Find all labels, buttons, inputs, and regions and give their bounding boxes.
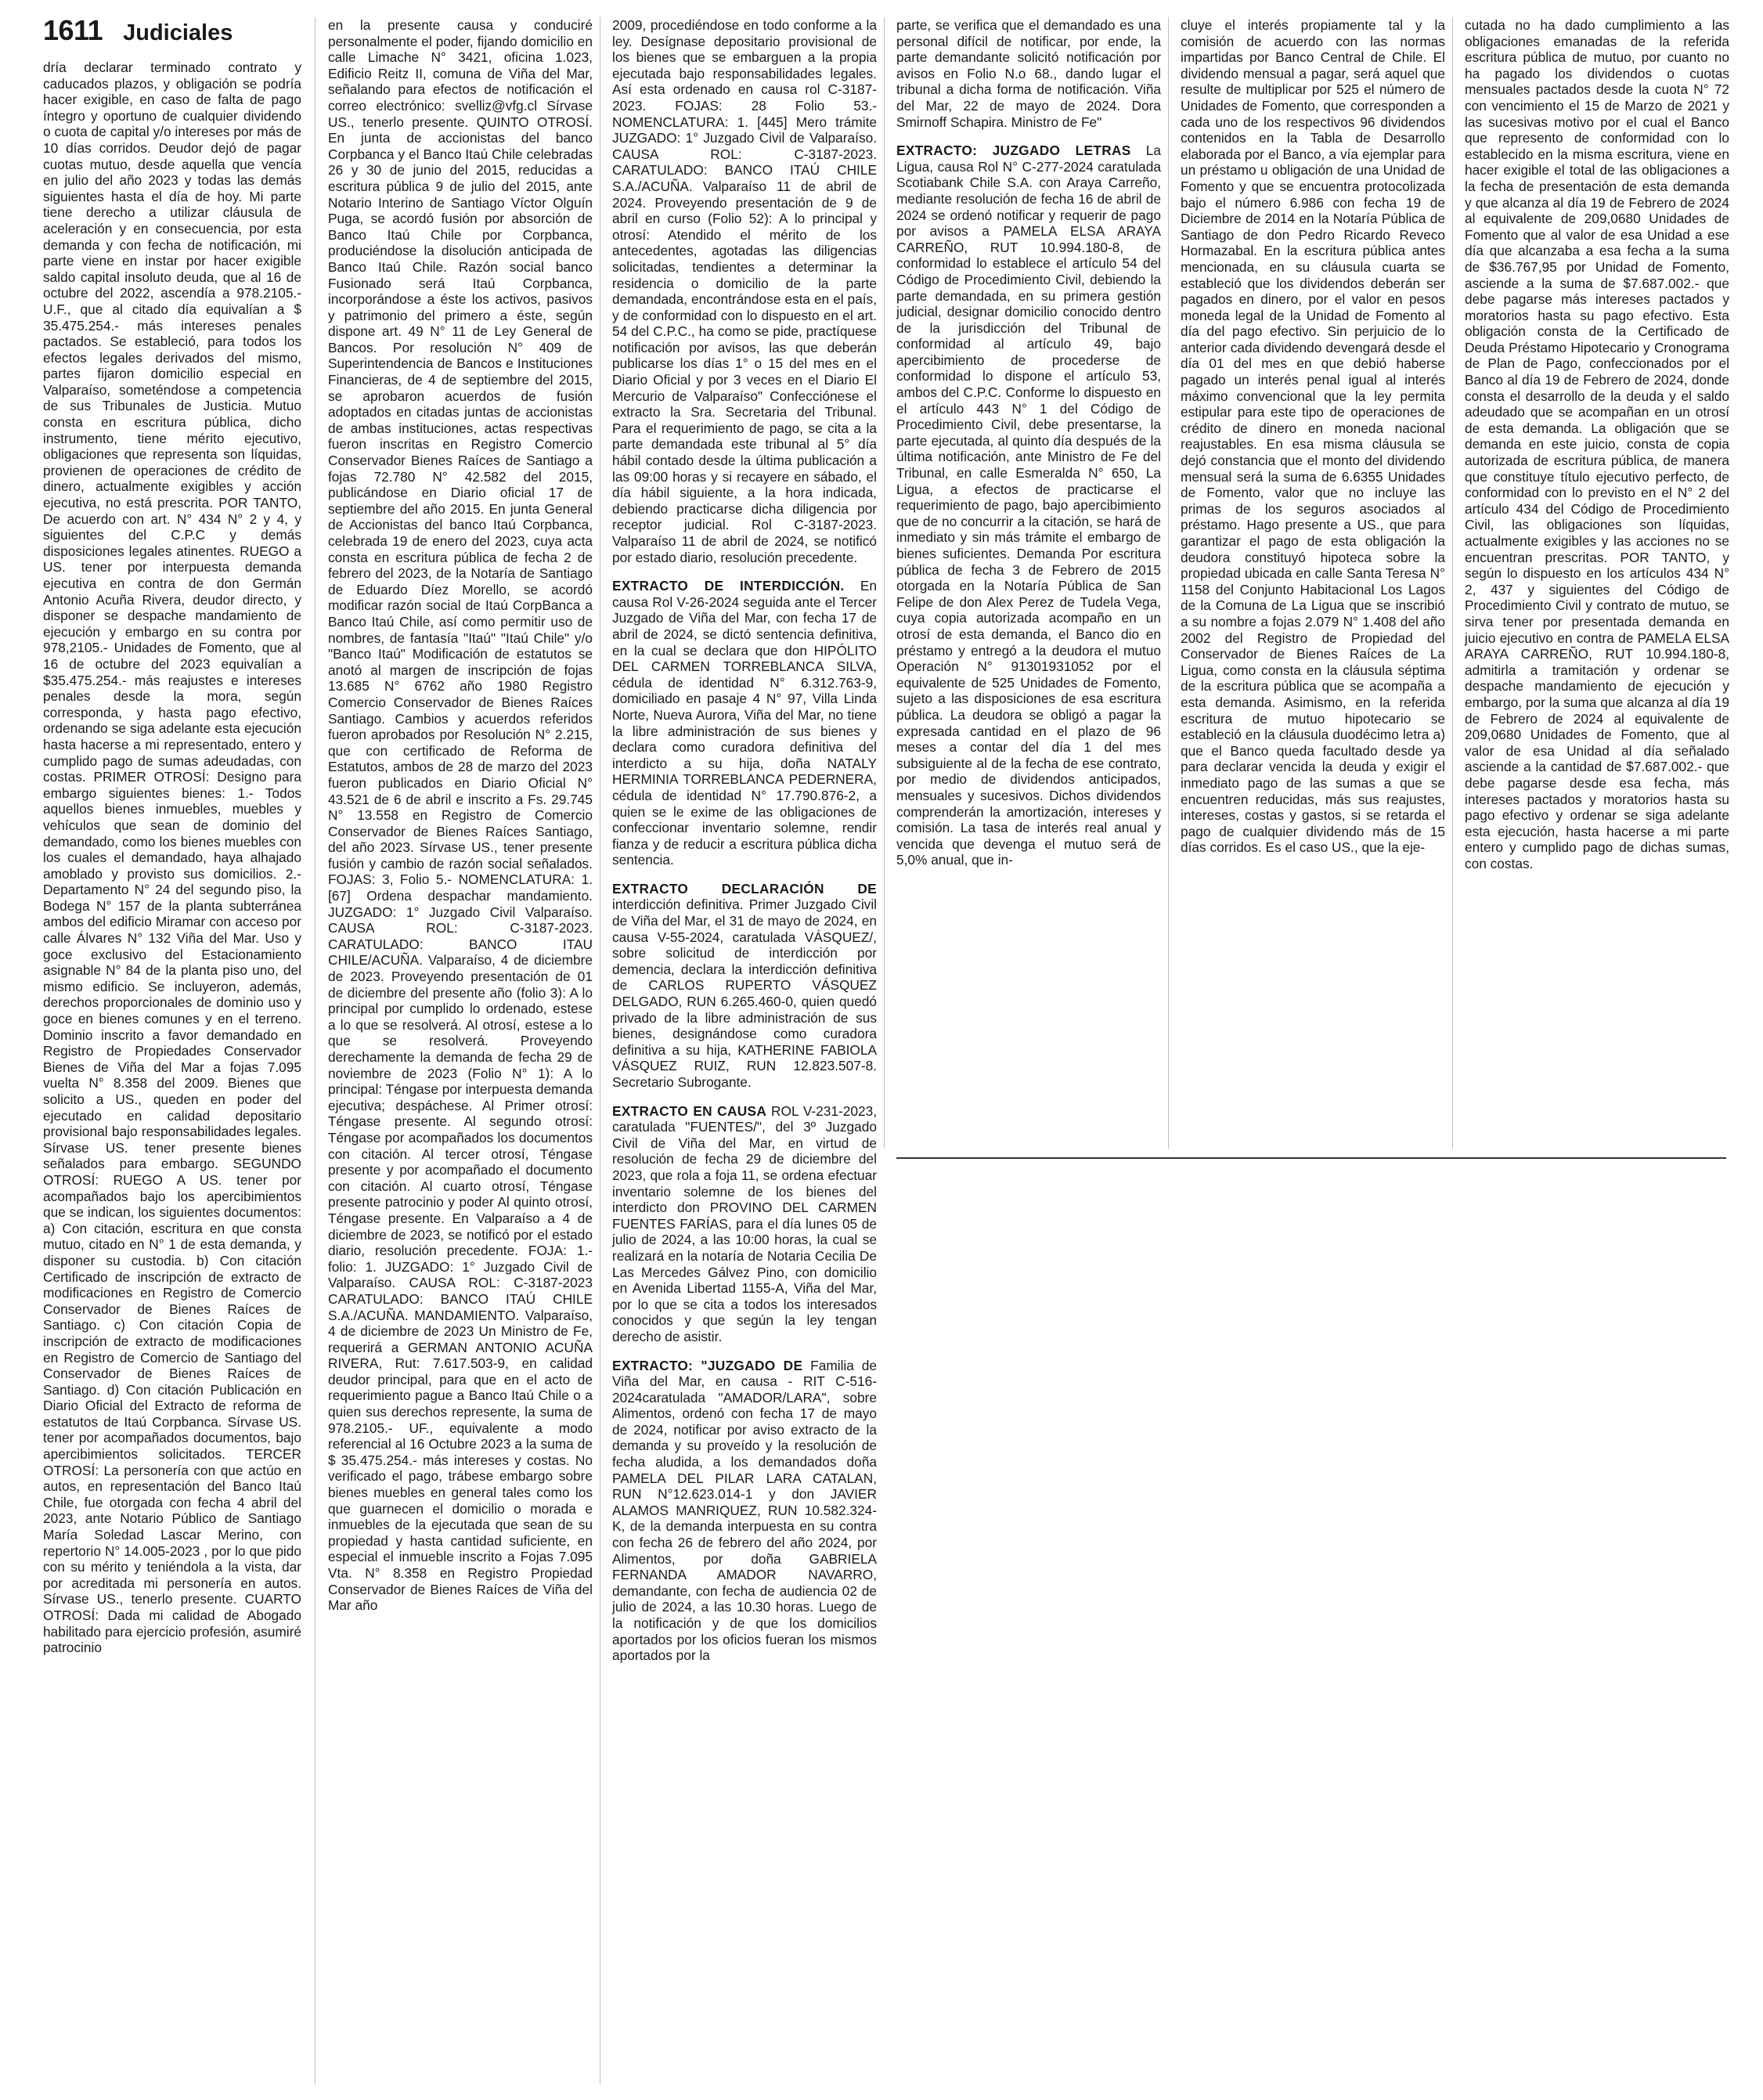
paragraph: 2009, procediéndose en todo conforme a la ley. Desígnase depositario provisional de los bienes que se embarguen a la propia ejecutada bajo responsabilidades legales. Así esta ordenado en causa rol C-3187-2023. FOJAS: 28 Folio 53.- NOMENCLATURA: 1. [445] Mero trámite JUZGADO: 1° Juzgado Civil de Valparaíso. CAUSA ROL: C-3187-2023. CARATULADO: BANCO ITAÚ CHILE S.A./ACUÑA. Valparaíso 11 de abril de 2024. Proveyendo presentación de 9 de abril en curso (Folio 52): A lo principal y otrosí: Atendido el mérito de los antecedentes, agotadas las diligencias solicitadas, tendientes a determinar la residencia o domicilio de la parte demandada, encontrándose esta en el país, y de conformidad con lo dispuesto en el art. 54 del C.P.C., ha como se pide, practíquese notificación por avisos, las que deberán publicarse los días 1° o 15 del mes en el Diario Oficial y por 3 veces en el Diario El Mercurio de Valparaíso" Confecciónese el extracto la Sra. Secretaria del Tribunal. Para el requerimiento de pago, se cita a la parte demandada este tribunal al 5° día hábil contado desde la última publicación a las 09:00 horas y si recayere en sábado, el día hábil siguiente, a la hora indicada, debiendo practicarse dicha diligencia por receptor judicial. Rol C-3187-2023. Valparaíso 11 de abril de 2024, se notificó por estado diario, resolución precedente. xyxy=(612,17,877,565)
column-divider xyxy=(1452,17,1453,1149)
column-text: dría declarar terminado contrato y caducados plazos, y obligación se podría hacer exigible, en caso de falta de pago íntegro y oportuno de cualquier dividendo o cuota de capital y/o intereses por más de 10 días corridos. Deudor dejó de pagar cuotas mutuo, desde aquella que vencía en julio del año 2023 y todas las demás siguientes hasta el día de hoy. Mi parte tiene derecho a utilizar cláusula de aceleración y en consecuencia, por esta demanda y con fecha de notificación, mi parte viene en instar por hacer exigible saldo capital insoluto deuda, que al 16 de octubre del 2022, ascendía a 978.2105.- U.F., que al citado día equivalían a $ 35.475.254.- más intereses penales pactados. Se estableció, para todos los efectos legales derivados del mismo, partes fijaron domicilio especial en Valparaíso, someténdose a competencia de sus Tribunales de Justicia. Mutuo consta en escritura pública, dicho instrumento, tiene mérito ejecutivo, obligaciones que representa son líquidas, provienen de operaciones de crédito de dinero, actualmente exigibles y acción ejecutiva, no está prescrita. POR TANTO, De acuerdo con art. N° 434 N° 2 y 4, y siguientes del C.P.C y demás disposiciones legales atinentes. RUEGO a US. tener por interpuesta demanda ejecutiva en contra de don Germán Antonio Acuña Rivera, deudor directo, y disponer se despache mandamiento de ejecución y embargo en su contra por 978,2105.- Unidades de Fomento, que al 16 de octubre del 2023 equivalían a $35.475.254.- más reajustes e intereses penales desde la mora, según corresponda, y hasta pago efectivo, ordenando se siga adelante esta ejecución hasta hacerse a mi representado, entero y cumplido pago de sumas adeudadas, con costas. PRIMER OTROSÍ: Designo para embargo siguientes bienes: 1.- Todos aquellos bienes inmuebles, muebles y vehículos que sean de dominio del demandado, como los bienes muebles con los cuales el demandado, haya alhajado amoblado y provisto sus domicilios. 2.- Departamento N° 24 del segundo piso, la Bodega N° 157 de la planta subterránea ambos del edificio Miramar con acceso por calle Álvares N° 132 Viña del Mar. Uso y goce exclusivo del Estacionamiento asignable N° 84 de la planta piso uno, del mismo edificio. Se incluyeron, además, derechos proporcionales de dominio uso y goce en bienes comunes y en el terreno. Dominio inscrito a favor demandado en Registro de Propiedades Conservador Bienes de Viña del Mar a fojas 7.095 vuelta N° 8.358 del 2009. Bienes que solicito a US., queden en poder del ejecutado en calidad depositario provisional bajo responsabilidades legales. Sírvase US. tener presente bienes señalados para embargo. SEGUNDO OTROSÍ: RUEGO A US. tener por acompañados bajo los apercibimientos que se indican, los siguientes documentos: a) Con citación, escritura en que consta mutuo, citado en N° 1 de esta demanda, y disponer su custodia. b) Con citación Certificado de inscripción de extracto de modificaciones en Registro de Comercio Conservador de Bienes Raíces de Santiago. c) Con citación Copia de inscripción de extracto de modificaciones en Registro de Comercio de Santiago del Conservador de Bienes Raíces de Santiago. d) Con citación Publicación en Diario Oficial del Extracto de reforma de estatutos de Itaú Corpbanca. Sírvase US. tener por acompañados documentos, bajo apercibimientos solicitados. TERCER OTROSÍ: La personería con que actúo en autos, en representación del Banco Itaú Chile, fue otorgada con fecha 4 abril del 2023, ante Notario Público de Santiago María Soledad Lascar Merino, con repertorio N° 14.005-2023 , por lo que pido con su mérito y teniéndola a la vista, dar por acreditada mi personería en autos. Sírvase US., tenerlo presente. CUARTO OTROSÍ: Dada mi calidad de Abogado habilitado para ejercicio profesión, asumiré patrocinio xyxy=(43,60,301,1656)
text-column-4 xyxy=(896,17,1161,868)
paragraph: parte, se verifica que el demandado es una personal difícil de notificar, por ende, la parte demandante solicitó notificación por avisos en Folio N.o 68., dando lugar el tribunal a dicha forma de notificación. Viña del Mar, 22 de mayo de 2024. Dora Smirnoff Schapira. Ministro de Fe" xyxy=(896,17,1161,130)
extract-interdiccion xyxy=(612,578,877,868)
extract-body: ROL V-231-2023, caratulada "FUENTES/", del 3º Juzgado Civil de Viña del Mar, en virtud de resolución de fecha 29 de diciembre del 2023, que rola a foja 11, se ordena efectuar inventario solemne de los bienes del interdicto don PROVINO DEL CARMEN FUENTES FARÍAS, para el día lunes 05 de julio de 2024, a las 10:00 horas, la cual se realizará en la notaría de Notaria Cecilia De Las Mercedes Gálvez Pino, con domicilio en Avenida Libertad 1155-A, Viña del Mar, por lo que se cita a todos los interesados conocidos y que según la ley tengan derecho de asistir. xyxy=(612,1102,878,1344)
extract-declaracion xyxy=(612,881,877,1091)
extract-body: La Ligua, causa Rol N° C-277-2024 caratulada Scotiabank Chile S.A. con Araya Carreño, mediante resolución de fecha 16 de abril de 2024 se ordenó notificar y requerir de pago por avisos a PAMELA ELSA ARAYA CARREÑO, RUT 10.994.180-8, de conformidad lo establece el artículo 54 del Código de Procedimiento Civil, debiendo la parte demandada, en su primera gestión judicial, designar domicilio conocido dentro de la jurisdicción del Tribunal de conformidad al artículo 49, bajo apercibimiento de procederse de conformidad lo dispone el artículo 53, ambos del C.P.C. Conforme lo dispuesto en el artículo 443 N° 1 del Código de Procedimiento Civil, debe presentarse, la parte ejecutada, al quinto día después de la última notificación, ante Ministro de Fe del Tribunal, en calle Esmeralda N° 650, La Ligua, a efectos de practicarse el requerimiento de pago, bajo apercibimiento que de no concurrir a la citación, se hará de inmediato y sin más trámite el embargo de bienes suficientes. Demanda Por escritura pública de fecha 3 de Febrero de 2015 otorgada en la Notaría Pública de San Felipe de don Alex Perez de Tudela Vega, cuya copia autorizada acompaño en un otrosí de esta demanda, el Banco dio en préstamo y entregó a la deudora el mutuo Operación N° 91301931052 por el equivalente de 525 Unidades de Fomento, sujeto a las disposiciones de esa escritura pública. La deudora se obligó a pagar la expresada cantidad en el plazo de 96 meses a contar del día 1 del mes subsiguiente al de la fecha de ese contrato, por medio de dividendos anticipados, mensuales y sucesivos. Dichos dividendos comprenderán la amortización, intereses y comisión. La tasa de interés real anual y vencida que devenga el mutuo será de 5,0% anual, que in- xyxy=(896,143,1161,868)
extract-body: Familia de Viña del Mar, en causa - RIT C-516-2024caratulada "AMADOR/LARA", sobre Alimentos, ordenó con fecha 17 de mayo de 2024, notificar por aviso extracto de la demanda y su proveído y la resolución de fecha aludida, a los demandados doña PAMELA DEL PILAR LARA CATALAN, RUN N°12.623.014-1 y don JAVIER ALAMOS MANRIQUEZ, RUN 10.582.324-K, de la demanda interpuesta en su contra con fecha 26 de febrero del año 2024, por Alimentos, por doña GABRIELA FERNANDA AMADOR NAVARRO, demandante, con fecha de audiencia 02 de julio de 2024, a las 10.30 horas. Luego de la notificación y de que los domicilios aportados por los oficios fueran los mismos aportados por la xyxy=(612,1357,877,1664)
extract-en-causa xyxy=(612,1103,877,1345)
extract-juzgado-familia xyxy=(612,1358,877,1664)
column-text: en la presente causa y conduciré personalmente el poder, fijando domicilio en calle Limache N° 3421, oficina 1.023, Edificio Reitz II, comuna de Viña del Mar, señalando para efectos de notificación el correo electrónico: svelliz@vfg.cl Sírvase US., tenerlo presente. QUINTO OTROSÍ. En junta de accionistas del banco Corpbanca y el Banco Itaú Chile celebradas 26 y 30 de junio del 2015, reducidas a escritura pública 9 de julio del 2015, ante Notario Interino de Santiago Víctor Olguín Puga, se acordó fusión por absorción de Banco Itaú Chile por Corpbanca, produciéndose la disolución anticipada de Banco Itaú Chile. Razón social banco Fusionado será Itaú Corpbanca, incorporándose a éste los activos, pasivos y patrimonio del primero a éste, según dispone art. 49 N° 11 de Ley General de Bancos. Por resolución N° 409 de Superintendencia de Bancos e Instituciones Financieras, de 4 de septiembre del 2015, se aprobaron acuerdos de fusión adoptados en citadas juntas de accionistas de ambas instituciones, actas respectivas fueron inscritas en Registro Comercio Conservador Bienes Raíces de Santiago a fojas 72.780 N° 42.582 del 2015, publicándose en Diario oficial 17 de septiembre del año 2015. En junta General de Accionistas del banco Itaú Corpbanca, celebrada 19 de enero del 2023, cuya acta consta en escritura pública de fecha 2 de febrero del 2023, de la Notaría de Santiago de Eduardo Díez Morello, se acordó modificar razón social de Itaú CorpBanca a Banco Itaú Chile, así como permitir uso de nombres, de fantasía "Itaú" "Itaú Chile" y/o "Banco Itaú" Modificación de estatutos se anotó al margen de inscripción de fojas 13.685 N° 6762 año 1980 Registro Comercio Conservador de Bienes Raíces Santiago. Cambios y acuerdos referidos fueron aprobados por Resolución N° 2.215, que con certificado de Reforma de Estatutos, ambos de 28 de marzo del 2023 fueron publicados en Diario Oficial N° 43.521 de 6 de abril e inscrito a Fs. 29.745 N° 13.558 en Registro de Comercio Conservador de Bienes Raíces Santiago, del año 2023. Sírvase US., tener presente fusión y cambio de razón social señalados. FOJAS: 3, Folio 5.- NOMENCLATURA: 1. [67] Ordena despachar mandamiento. JUZGADO: 1° Juzgado Civil Valparaíso. CAUSA ROL: C-3187-2023. CARATULADO: BANCO ITAU CHILE/ACUÑA. Valparaíso, 4 de diciembre de 2023. Proveyendo presentación de 01 de diciembre del presente año (folio 3): A lo principal por cumplido lo ordenado, estese a lo que se resolverá. Al otrosí, estese a lo que se resolverá. Proveyendo derechamente la demanda de fecha 29 de noviembre de 2023 (Folio N° 1): A lo principal: Téngase por interpuesta demanda ejecutiva; despáchese. Al Primer otrosí: Téngase presente. Al segundo otrosí: Téngase por acompañados los documentos con citación. Al tercer otrosí, Téngase presente y por acompañado el documento con citación. Al cuarto otrosí, Téngase presente patrocinio y poder Al quinto otrosí, Téngase presente. En Valparaíso a 4 de diciembre de 2023, se notificó por el estado diario, resolución precedente. FOJA: 1.- folio: 1. JUZGADO: 1° Juzgado Civil de Valparaíso. CAUSA ROL: C-3187-2023 CARATULADO: BANCO ITAÚ CHILE S.A./ACUÑA. MANDAMIENTO. Valparaíso, 4 de diciembre de 2023 Un Ministro de Fe, requerirá a GERMAN ANTONIO ACUÑA RIVERA, Rut: 7.617.503-9, en calidad deudor principal, para que en el acto de requerimiento pague a Banco Itaú Chile o a quien sus derechos represente, la suma de 978.2105.- UF., equivalente a modo referencial al 16 Octubre 2023 a la suma de $ 35.475.254.- más intereses y costas. No verificado el pago, trábese embargo sobre bienes muebles en general tales como los que guarnecen el domicilio o morada e inmuebles de la ejecutada que sean de su propiedad y hasta cantidad suficiente, en especial el inmueble inscrito a Fojas 7.095 Vta. N° 8.358 en Registro Propiedad Conservador de Bienes Raíces de Viña del Mar año xyxy=(328,17,593,1614)
extract-title: EXTRACTO DE INTERDICCIÓN. xyxy=(612,578,845,594)
extract-title: EXTRACTO DECLARACIÓN DE xyxy=(612,880,877,897)
extract-body: interdicción definitiva. Primer Juzgado Civil de Viña del Mar, el 31 de mayo de 2024, en causa V-55-2024, caratulada VÁSQUEZ/, sobre solicitud de interdicción por demencia, declara la interdicción definitiva de CARLOS RUPERTO VÁSQUEZ DELGADO, RUN 6.265.460-0, quien quedó privado de la libre administración de sus bienes, designándose como curadora definitiva a su hija, KATHERINE FABIOLA VÁSQUEZ RUIZ, RUN 12.823.507-8. Secretario Subrogante. xyxy=(612,897,877,1090)
extract-juzgado-letras xyxy=(896,143,1161,868)
section-rule xyxy=(896,1157,1726,1159)
text-column-1 xyxy=(43,60,301,1656)
extract-title: EXTRACTO: "JUZGADO DE xyxy=(612,1357,803,1373)
column-text: cluye el interés propiamente tal y la comisión de acuerdo con las normas impartidas por Banco Central de Chile. El dividendo mensual a pagar, será aquel que resulte de multiplicar por 525 el número de Unidades de Fomento, que corresponden a cada uno de los respectivos 96 dividendos contenidos en la Tabla de Desarrollo elaborada por el Banco, a vía ejemplar para un préstamo u obligación de una Unidad de Fomento y que se encuentra protocolizada bajo el número 6.986 con fecha 19 de Diciembre de 2014 en la Notaría Pública de Santiago de don Pedro Ricardo Reveco Hormazabal. En la escritura pública antes mencionada, en su cláusula cuarta se estableció que los dividendos deberán ser pagados en dinero, por el valor en pesos moneda legal de la Unidad de Fomento al día del pago efectivo. Sin perjuicio de lo anterior cada dividendo devengará desde el día 01 del mes en que debió haberse pagado un interés penal igual al interés máximo convencional que la ley permita estipular para este tipo de operaciones de crédito de dinero en moneda nacional reajustables. En esa misma cláusula se dejó constancia que el monto del dividendo mensual será la suma de 6.6355 Unidades de Fomento, valor que no incluye las primas de los seguros asociados al préstamo. Hago presente a US., que para garantizar el pago de esta obligación la deudora constituyó hipoteca sobre la propiedad ubicada en calle Santa Teresa N° 1158 del Conjunto Habitacional Los Lagos de la Comuna de La Ligua que se inscribió a su nombre a fojas 2.079 N° 1.408 del año 2002 del Registro de Propiedad del Conservador de Bienes Raíces de La Ligua, como consta en la cláusula séptima de la escritura pública que se acompaña a esta demanda. Asimismo, en la referida escritura de mutuo hipotecario se estableció en la cláusula duodécimo letra a) que el Banco queda facultado desde ya para declarar vencida la deuda y exigir el inmediato pago de las sumas a que se encuentren reducidas, más sus reajustes, intereses, costas y gastos, si se retarda el pago de cualquier dividendo más de 15 días corridos. Es el caso US., que la eje- xyxy=(1181,17,1445,856)
extract-title: EXTRACTO: JUZGADO LETRAS xyxy=(896,143,1131,159)
extract-body: En causa Rol V-26-2024 seguida ante el Tercer Juzgado de Viña del Mar, con fecha 17 de abril de 2024, se dictó sentencia definitiva, en la cual se declara que don HIPÓLITO DEL CARMEN TORREBLANCA SILVA, cédula de identidad N° 6.312.763-9, domiciliado en pasaje 4 N° 97, Villa Linda Norte, Nueva Aurora, Viña del Mar, no tiene la libre administración de sus bienes y declara como curadora definitiva del interdicto a su hija, doña NATALY HERMINIA TORREBLANCA PEDERNERA, cédula de identidad N° 17.790.876-2, a quien se le exime de las obligaciones de confeccionar inventario solemne, rendir fianza y de reducir a escritura pública dicha sentencia. xyxy=(612,578,877,868)
text-column-3 xyxy=(612,17,877,1664)
page-header xyxy=(43,14,233,47)
column-divider xyxy=(884,17,885,1149)
text-column-2 xyxy=(328,17,593,1614)
section-title: Judiciales xyxy=(123,20,233,45)
text-column-6 xyxy=(1465,17,1729,871)
extract-title: EXTRACTO EN CAUSA xyxy=(612,1102,767,1119)
column-text: cutada no ha dado cumplimiento a las obligaciones emanadas de la referida escritura pública de mutuo, por cuanto no ha pagado los dividendos o cuotas mensuales pactados desde la cuota N° 72 con vencimiento el 15 de Marzo de 2021 y las sucesivas motivo por el cual el Banco que represento de conformidad con lo establecido en la misma escritura, viene en hacer exigible el total de las obligaciones a la fecha de presentación de esta demanda y que alcanza al día 19 de Febrero de 2024 al equivalente de 209,0680 Unidades de Fomento que al valor de esa Unidad a ese día que alcanzaba a esa fecha a la suma de $36.767,95 por Unidad de Fomento, asciende a la suma de $7.687.002.- que debe pagarse más intereses pactados y moratorios hasta su pago efectivo. Esta obligación consta de la Certificado de Deuda Préstamo Hipotecario y Cronograma de Plan de Pago, confeccionados por el Banco al día 19 de Febrero de 2024, donde consta el desarrollo de la deuda y el saldo adeudado que se acompañan en un otrosí de esta demanda. La obligación que se demanda en este juicio, consta de copia autorizada de escritura pública, de manera que constituye título ejecutivo perfecto, de conformidad con lo previsto en el N° 2 del artículo 434 del Código de Procedimiento Civil, las obligaciones son líquidas, actualmente exigibles y las acciones no se encuentran prescritas. POR TANTO, y según lo dispuesto en los artículos 434 N° 2, 437 y siguientes del Código de Procedimiento Civil y contrato de mutuo, se sirva tener por presentada demanda en juicio ejecutivo en contra de PAMELA ELSA ARAYA CARREÑO, RUT 10.994.180-8, admitirla a tramitación y ordenar se despache mandamiento de ejecución y embargo, por la suma que alcanza al día 19 de Febrero de 2024 al equivalente de 209,0680 Unidades de Fomento, que al valor de esa Unidad al día señalado asciende a la cantidad de $7.687.002.- que debe pagarse desde esa fecha, más intereses pactados y moratorios hasta su pago efectivo y ordenar se siga adelante esta ejecución, hasta hacerse a mi parte entero y cumplido pago de dichas sumas, con costas. xyxy=(1465,17,1729,871)
column-divider xyxy=(1168,17,1169,1149)
page-number: 1611 xyxy=(43,14,103,46)
text-column-5 xyxy=(1181,17,1445,856)
